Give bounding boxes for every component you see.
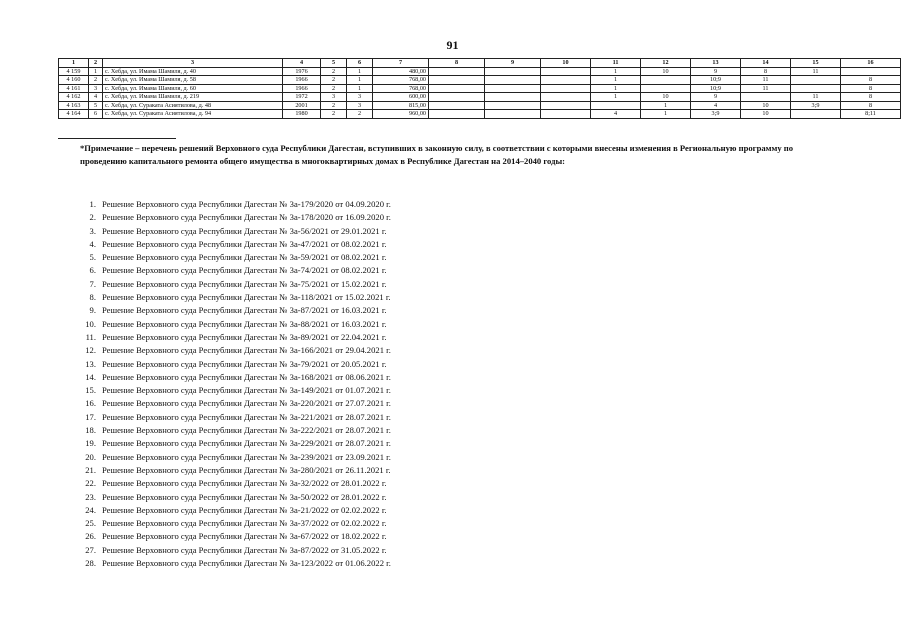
table-cell — [641, 76, 691, 85]
list-item-text: Решение Верховного суда Республики Дагестан № 3а-74/2021 от 08.02.2021 г. — [102, 265, 387, 276]
table-cell: 2 — [321, 76, 347, 85]
table-cell: с. Хебда, ул. Имама Шамиля, д. 40 — [103, 67, 283, 76]
list-item-number: 8. — [89, 292, 96, 303]
list-item-number: 28. — [85, 558, 96, 569]
list-item-text: Решение Верховного суда Республики Дагестан № 3а-280/2021 от 26.11.2021 г. — [102, 464, 391, 475]
table-cell: с. Хебда, ул. Имама Шамиля, д. 60 — [103, 84, 283, 93]
table-cell — [541, 84, 591, 93]
page-number: 91 — [446, 38, 459, 52]
table-cell: 9 — [691, 93, 741, 102]
list-item-text: Решение Верховного суда Республики Дагестан № 3а-123/2022 от 01.06.2022 г. — [102, 558, 391, 569]
list-item-number: 17. — [85, 411, 96, 422]
table-cell: 3;9 — [691, 110, 741, 119]
table-cell: 8 — [841, 93, 901, 102]
table-cell: 8 — [841, 76, 901, 85]
table-cell — [541, 93, 591, 102]
list-item — [76, 304, 391, 317]
list-item-text: Решение Верховного суда Республики Дагестан № 3а-21/2022 от 02.02.2022 г. — [102, 504, 387, 515]
table-cell — [591, 101, 641, 110]
list-item-number: 22. — [85, 478, 96, 489]
list-item — [76, 517, 391, 530]
column-header: 14 — [741, 59, 791, 68]
list-item-number: 20. — [85, 451, 96, 462]
list-item — [76, 464, 391, 477]
table-cell: 1 — [591, 76, 641, 85]
list-item — [76, 358, 391, 371]
table-cell — [641, 84, 691, 93]
table-row — [59, 93, 901, 102]
table-cell: 10;9 — [691, 76, 741, 85]
table-cell: 10 — [741, 110, 791, 119]
list-item — [76, 344, 391, 357]
list-item — [76, 238, 391, 251]
column-header: 2 — [89, 59, 103, 68]
list-item — [76, 504, 391, 517]
table-cell — [485, 76, 541, 85]
list-item-number: 9. — [89, 305, 96, 316]
table-cell: 768,00 — [373, 76, 429, 85]
table-cell: 10 — [641, 93, 691, 102]
table-cell — [429, 110, 485, 119]
table-cell — [541, 76, 591, 85]
table-cell: 4 159 — [59, 67, 89, 76]
column-header: 6 — [347, 59, 373, 68]
table-cell: 11 — [791, 93, 841, 102]
list-item-number: 11. — [85, 331, 96, 342]
list-item-number: 13. — [85, 358, 96, 369]
table-body — [59, 67, 901, 118]
table-cell: 1972 — [283, 93, 321, 102]
list-item-text: Решение Верховного суда Республики Дагестан № 3а-47/2021 от 08.02.2021 г. — [102, 238, 387, 249]
list-item-text: Решение Верховного суда Республики Дагестан № 3а-229/2021 от 28.07.2021 г. — [102, 438, 391, 449]
list-item — [76, 397, 391, 410]
list-item-number: 26. — [85, 531, 96, 542]
table-cell — [429, 101, 485, 110]
table-cell — [791, 84, 841, 93]
list-item — [76, 331, 391, 344]
list-item-text: Решение Верховного суда Республики Дагестан № 3а-168/2021 от 08.06.2021 г. — [102, 371, 391, 382]
table-cell: 1 — [641, 110, 691, 119]
list-item-number: 12. — [85, 345, 96, 356]
list-item-number: 18. — [85, 425, 96, 436]
list-item-number: 19. — [85, 438, 96, 449]
table-cell: 4 164 — [59, 110, 89, 119]
column-header: 1 — [59, 59, 89, 68]
list-item — [76, 278, 391, 291]
list-item-number: 14. — [85, 371, 96, 382]
column-header: 12 — [641, 59, 691, 68]
table-cell: с. Хебда, ул. Сураката Асиятилова, д. 48 — [103, 101, 283, 110]
table-cell: с. Хебда, ул. Имама Шамиля, д. 219 — [103, 93, 283, 102]
table-cell: 1 — [591, 84, 641, 93]
table-cell: 6 — [89, 110, 103, 119]
table-cell: 3 — [347, 101, 373, 110]
list-item — [76, 211, 391, 224]
list-item-text: Решение Верховного суда Республики Дагестан № 3а-221/2021 от 28.07.2021 г. — [102, 411, 391, 422]
list-item-text: Решение Верховного суда Республики Дагестан № 3а-87/2022 от 31.05.2022 г. — [102, 544, 387, 555]
list-item — [76, 225, 391, 238]
list-item-text: Решение Верховного суда Республики Дагестан № 3а-79/2021 от 20.05.2021 г. — [102, 358, 387, 369]
table-cell — [485, 84, 541, 93]
table-cell: 1 — [591, 93, 641, 102]
list-item — [76, 424, 391, 437]
table-cell: 2 — [321, 110, 347, 119]
table-cell: с. Хебда, ул. Имама Шамиля, д. 58 — [103, 76, 283, 85]
list-item-number: 2. — [89, 212, 96, 223]
table-cell: 4 163 — [59, 101, 89, 110]
table-cell: 4 162 — [59, 93, 89, 102]
list-item — [76, 371, 391, 384]
list-item-text: Решение Верховного суда Республики Дагестан № 3а-118/2021 от 15.02.2021 г. — [102, 292, 391, 303]
list-item-text: Решение Верховного суда Республики Дагестан № 3а-166/2021 от 29.04.2021 г. — [102, 345, 391, 356]
list-item-text: Решение Верховного суда Республики Дагестан № 3а-50/2022 от 28.01.2022 г. — [102, 491, 387, 502]
list-item — [76, 451, 391, 464]
list-item — [76, 544, 391, 557]
table-cell: 960,00 — [373, 110, 429, 119]
list-item — [76, 384, 391, 397]
list-item-text: Решение Верховного суда Республики Дагестан № 3а-178/2020 от 16.09.2020 г. — [102, 212, 391, 223]
table-cell — [485, 93, 541, 102]
footnote-separator — [58, 138, 176, 139]
table-cell: 2 — [347, 110, 373, 119]
table-header-row — [59, 59, 901, 68]
table-cell: 815,00 — [373, 101, 429, 110]
table-cell: 600,00 — [373, 93, 429, 102]
table-cell — [791, 76, 841, 85]
table-cell: 1 — [347, 67, 373, 76]
table-cell: 8 — [841, 84, 901, 93]
list-item-number: 10. — [85, 318, 96, 329]
list-item-text: Решение Верховного суда Республики Дагестан № 3а-32/2022 от 28.01.2022 г. — [102, 478, 387, 489]
list-item — [76, 557, 391, 570]
column-header: 7 — [373, 59, 429, 68]
table-cell: 5 — [89, 101, 103, 110]
table-row — [59, 67, 901, 76]
table-cell: 10 — [741, 101, 791, 110]
table-cell: 8 — [841, 101, 901, 110]
table-cell: 8 — [741, 67, 791, 76]
table-cell — [429, 76, 485, 85]
table-cell — [485, 101, 541, 110]
table-cell: 4 — [89, 93, 103, 102]
list-item-text: Решение Верховного суда Республики Дагестан № 3а-59/2021 от 08.02.2021 г. — [102, 252, 387, 263]
table-cell: 4 — [591, 110, 641, 119]
list-item — [76, 437, 391, 450]
list-item-number: 15. — [85, 385, 96, 396]
list-item-number: 24. — [85, 504, 96, 515]
list-item-text: Решение Верховного суда Республики Дагестан № 3а-220/2021 от 27.07.2021 г. — [102, 398, 391, 409]
list-item-number: 3. — [89, 225, 96, 236]
table-row — [59, 84, 901, 93]
table-cell: 1 — [347, 84, 373, 93]
table-cell: 2 — [321, 67, 347, 76]
table-cell: 1 — [641, 101, 691, 110]
list-item-text: Решение Верховного суда Республики Дагестан № 3а-149/2021 от 01.07.2021 г. — [102, 385, 391, 396]
table-cell: 768,00 — [373, 84, 429, 93]
list-item-number: 16. — [85, 398, 96, 409]
list-item — [76, 318, 391, 331]
table-cell: 1966 — [283, 84, 321, 93]
table-cell — [741, 93, 791, 102]
table-cell: 3 — [321, 93, 347, 102]
table-cell: 2001 — [283, 101, 321, 110]
table-cell: 3;9 — [791, 101, 841, 110]
table-cell: 1 — [89, 67, 103, 76]
list-item-text: Решение Верховного суда Республики Дагестан № 3а-222/2021 от 28.07.2021 г. — [102, 425, 391, 436]
table-cell: 1 — [347, 76, 373, 85]
list-item-number: 23. — [85, 491, 96, 502]
table-row — [59, 110, 901, 119]
list-item-text: Решение Верховного суда Республики Дагестан № 3а-87/2021 от 16.03.2021 г. — [102, 305, 387, 316]
table-cell — [485, 67, 541, 76]
table-cell: 2 — [89, 76, 103, 85]
list-item — [76, 198, 391, 211]
table-cell: 11 — [791, 67, 841, 76]
column-header: 4 — [283, 59, 321, 68]
list-item — [76, 411, 391, 424]
list-item-text: Решение Верховного суда Республики Дагестан № 3а-75/2021 от 15.02.2021 г. — [102, 278, 387, 289]
decisions-list — [76, 198, 391, 570]
column-header: 16 — [841, 59, 901, 68]
list-item-number: 1. — [89, 199, 96, 209]
column-header: 9 — [485, 59, 541, 68]
table-cell — [429, 84, 485, 93]
table-cell: 1980 — [283, 110, 321, 119]
table-cell — [791, 110, 841, 119]
column-header: 5 — [321, 59, 347, 68]
list-item — [76, 251, 391, 264]
table-row — [59, 101, 901, 110]
table-cell: 10 — [641, 67, 691, 76]
list-item-text: Решение Верховного суда Республики Дагестан № 3а-179/2020 от 04.09.2020 г. — [102, 199, 391, 209]
table-cell: 1 — [591, 67, 641, 76]
list-item-number: 5. — [89, 252, 96, 263]
table-cell: с. Хебда, ул. Сураката Асиятилова, д. 94 — [103, 110, 283, 119]
table-cell: 8;11 — [841, 110, 901, 119]
column-header: 8 — [429, 59, 485, 68]
table-cell: 11 — [741, 84, 791, 93]
list-item-text: Решение Верховного суда Республики Дагестан № 3а-37/2022 от 02.02.2022 г. — [102, 518, 387, 529]
list-item-number: 4. — [89, 238, 96, 249]
table-cell — [541, 110, 591, 119]
list-item — [76, 264, 391, 277]
column-header: 15 — [791, 59, 841, 68]
table-cell: 4 — [691, 101, 741, 110]
table-cell: 1966 — [283, 76, 321, 85]
table-cell: 2 — [321, 84, 347, 93]
list-item-text: Решение Верховного суда Республики Дагестан № 3а-56/2021 от 29.01.2021 г. — [102, 225, 387, 236]
list-item-number: 21. — [85, 464, 96, 475]
list-item-text: Решение Верховного суда Республики Дагестан № 3а-89/2021 от 22.04.2021 г. — [102, 331, 387, 342]
footnote-note: *Примечание – перечень решений Верховного суда Республики Дагестан, вступивших в законную силу, в соответствии с которыми внесены изменения в Региональную программу по проведению капитального ремонта общего имущества в многоквартирных домах в Республике Дагестан на 2014–2040 годы: — [80, 143, 794, 166]
list-item-number: 27. — [85, 544, 96, 555]
table-row — [59, 76, 901, 85]
table-cell: 3 — [347, 93, 373, 102]
table-cell: 2 — [321, 101, 347, 110]
column-header: 3 — [103, 59, 283, 68]
table-cell — [541, 67, 591, 76]
list-item-number: 6. — [89, 265, 96, 276]
list-item — [76, 530, 391, 543]
table-cell — [429, 67, 485, 76]
table-cell: 480,00 — [373, 67, 429, 76]
list-item — [76, 291, 391, 304]
list-item — [76, 491, 391, 504]
table-cell — [429, 93, 485, 102]
table-cell: 1976 — [283, 67, 321, 76]
table-cell: 3 — [89, 84, 103, 93]
column-header: 10 — [541, 59, 591, 68]
table-cell: 4 161 — [59, 84, 89, 93]
table-cell — [541, 101, 591, 110]
column-header: 13 — [691, 59, 741, 68]
list-item-number: 7. — [89, 278, 96, 289]
table-cell: 4 160 — [59, 76, 89, 85]
table-cell: 11 — [741, 76, 791, 85]
housing-table — [58, 58, 901, 119]
list-item — [76, 477, 391, 490]
table-cell: 10;9 — [691, 84, 741, 93]
list-item-text: Решение Верховного суда Республики Дагестан № 3а-88/2021 от 16.03.2021 г. — [102, 318, 387, 329]
column-header: 11 — [591, 59, 641, 68]
list-item-text: Решение Верховного суда Республики Дагестан № 3а-67/2022 от 18.02.2022 г. — [102, 531, 387, 542]
list-item-text: Решение Верховного суда Республики Дагестан № 3а-239/2021 от 23.09.2021 г. — [102, 451, 391, 462]
table-cell — [841, 67, 901, 76]
list-item-number: 25. — [85, 518, 96, 529]
table-cell — [485, 110, 541, 119]
table-cell: 9 — [691, 67, 741, 76]
